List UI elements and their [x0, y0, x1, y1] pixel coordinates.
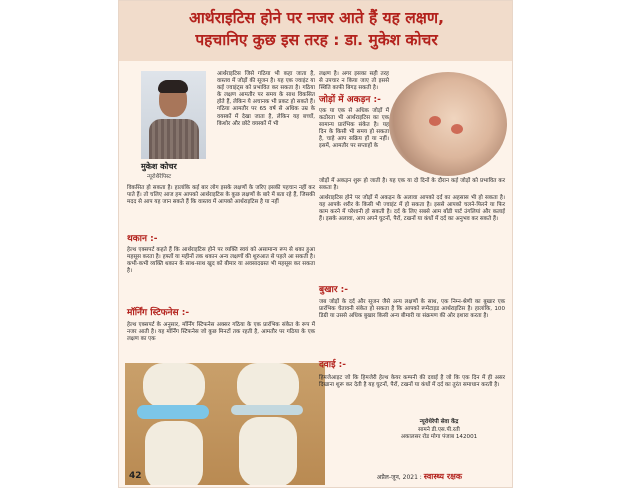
- text-fever: जब जोड़ों के दर्द और सूजन जैसे अन्य लक्षणों के साथ, एक निम्न-श्रेणी का बुखार एक प्रारंभिक चेतावनी संकेत हो सकता है कि आपको रूमेटाइड आर्थराइटिस है। हालांकि, 100 डिग्री या उससे अधिक बुखार किसी अन्य बीमारी या संक्रमण की ओर इशारा करता है।: [319, 299, 505, 320]
- header-band: [119, 1, 513, 61]
- signature-line2: सामने डी.एस.पी.रती: [418, 426, 460, 433]
- signature-line1: न्यूरोथेरेपी सेवा केंद्र: [419, 419, 459, 425]
- signature-block: [374, 419, 504, 442]
- author-name: मुकेश कोचर: [141, 162, 177, 171]
- knee-illustration: [125, 363, 325, 485]
- intro-paragraph-cont: विकसित हो सकता है। हालांकि कई बार लोग इसके लक्षणों के जरिए इसकी पहचान नहीं कर पाते हैं। तो चलिए आज हम आपको आर्थराइटिस के कुछ लक्षणों के बारे में बता रहे हैं, जिसकी मदद से आप यह जान सकते हैं कि वास्तव में आपको आर्थराइटिस है या नहीं: [127, 185, 315, 206]
- footer-magazine: स्वास्थ्य रक्षक: [423, 472, 462, 481]
- page-title-line2: पहचानिए कुछ इस तरह : डा. मुकेश कोचर: [195, 31, 438, 49]
- text-joint-3: आर्थराइटिस होने पर जोड़ों में अकड़न के अलावा आपको दर्द का अहसास भी हो सकता है। यह आपके शरीर के किसी भी ज्वाइंट में हो सकता है। इससे आपको चलने-फिरने या फिर काम करने में परेशानी हो सकती है। दर्द के लिए सबसे आम बॉडी पार्ट उंगलियां और कलाई हैं। इसके अलावा, आप अपने घुटनों, पैरों, टखनों या कंधों में दर्द का अनुभव कर सकते हैं।: [319, 195, 505, 223]
- footer: [377, 471, 462, 482]
- hands-photo: [389, 72, 507, 176]
- author-role: न्यूरोथैरेपिस्ट: [147, 174, 172, 180]
- heading-joint-stiffness: जोड़ों में अकड़न :-: [319, 95, 381, 105]
- heading-morning: मॉर्निंग स्टिफनेस :-: [127, 308, 190, 318]
- intro-paragraph: आर्थराइटिस जिसे गठिया भी कहा जाता है, वास्तव में जोड़ों की सूजन है। यह एक ज्वाइंट या कई ज्वाइंट्स को प्रभावित कर सकता है। गठिया के लक्षण आमतौर पर समय के साथ विकसित होते हैं, लेकिन ये अचानक भी प्रकट हो सकते हैं। गठिया आमतौर पर 65 वर्ष से अधिक उम्र के वयस्कों में देखा जाता है, लेकिन यह बच्चों, किशोर और छोटे वयस्कों में भी: [217, 71, 315, 127]
- text-joint-1: एक या एक से अधिक जोड़ों में कठोरता भी आर्थराइटिस का एक सामान्य प्रारंभिक संकेत है। यह दिन के किसी भी समय हो सकता है, चाहे आप सक्रिय हों या नहीं। इसमें, आमतौर पर सप्ताहों के: [319, 108, 389, 150]
- text-fatigue: हेल्थ एक्सपर्ट कहते हैं कि आर्थराइटिस होने पर व्यक्ति स्वयं को असामान्य रूप से थका हुआ महसूस करता है। हफ्तों या महीनों तक थकान अन्य लक्षणों की शुरुआत से पहले आ सकती है। कभी-कभी व्यक्ति थकान के साथ-साथ खुद को बीमार या अवसादग्रस्त भी महसूस कर सकता है।: [127, 247, 315, 275]
- author-photo: [141, 71, 206, 159]
- footer-date: अप्रैल-जून, 2021 :: [376, 474, 422, 481]
- heading-fever: बुखार :-: [319, 285, 348, 295]
- text-medicine: हिमजेआइट जो कि हिमजेरी हेल्थ केयर कम्पनी की दवाई है जो कि एक दिन में ही असर दिखाना शुरू कर देती है यह घुटनों, पैरों, टखनों या कंधों में दर्द का तुरंत समाधान करती है।: [319, 375, 505, 389]
- text-morning: हेल्थ एक्सपर्ट के अनुसार, मॉर्निंग स्टिफनेस अक्सर गठिया के एक प्रारंभिक संकेत के रूप में नजर आती है। यह मॉर्निंग स्टिफनेस जो कुछ मिनटों तक रहती है, आमतौर पर गठिया के एक लक्षण का एक: [127, 322, 315, 343]
- col2-intro: लक्षण है। अगर इसका सही तरह से उपचार न किया जाए तो इससे स्थिति काफी बिगड़ सकती है।: [319, 71, 389, 92]
- signature-line3: अकालसर रोड मोगा पंजाब 142001: [400, 434, 478, 440]
- heading-fatigue: थकान :-: [127, 234, 158, 244]
- heading-medicine: दवाई :-: [319, 360, 347, 370]
- page-number: 42: [129, 471, 142, 481]
- page-title-line1: आर्थराइटिस होने पर नजर आते हैं यह लक्षण,: [188, 9, 445, 27]
- magazine-page: [118, 0, 513, 488]
- text-joint-2: जोड़ों में अकड़न शुरू हो जाती है। यह एक या दो दिनों के दौरान कई जोड़ों को प्रभावित कर सकता है।: [319, 178, 505, 192]
